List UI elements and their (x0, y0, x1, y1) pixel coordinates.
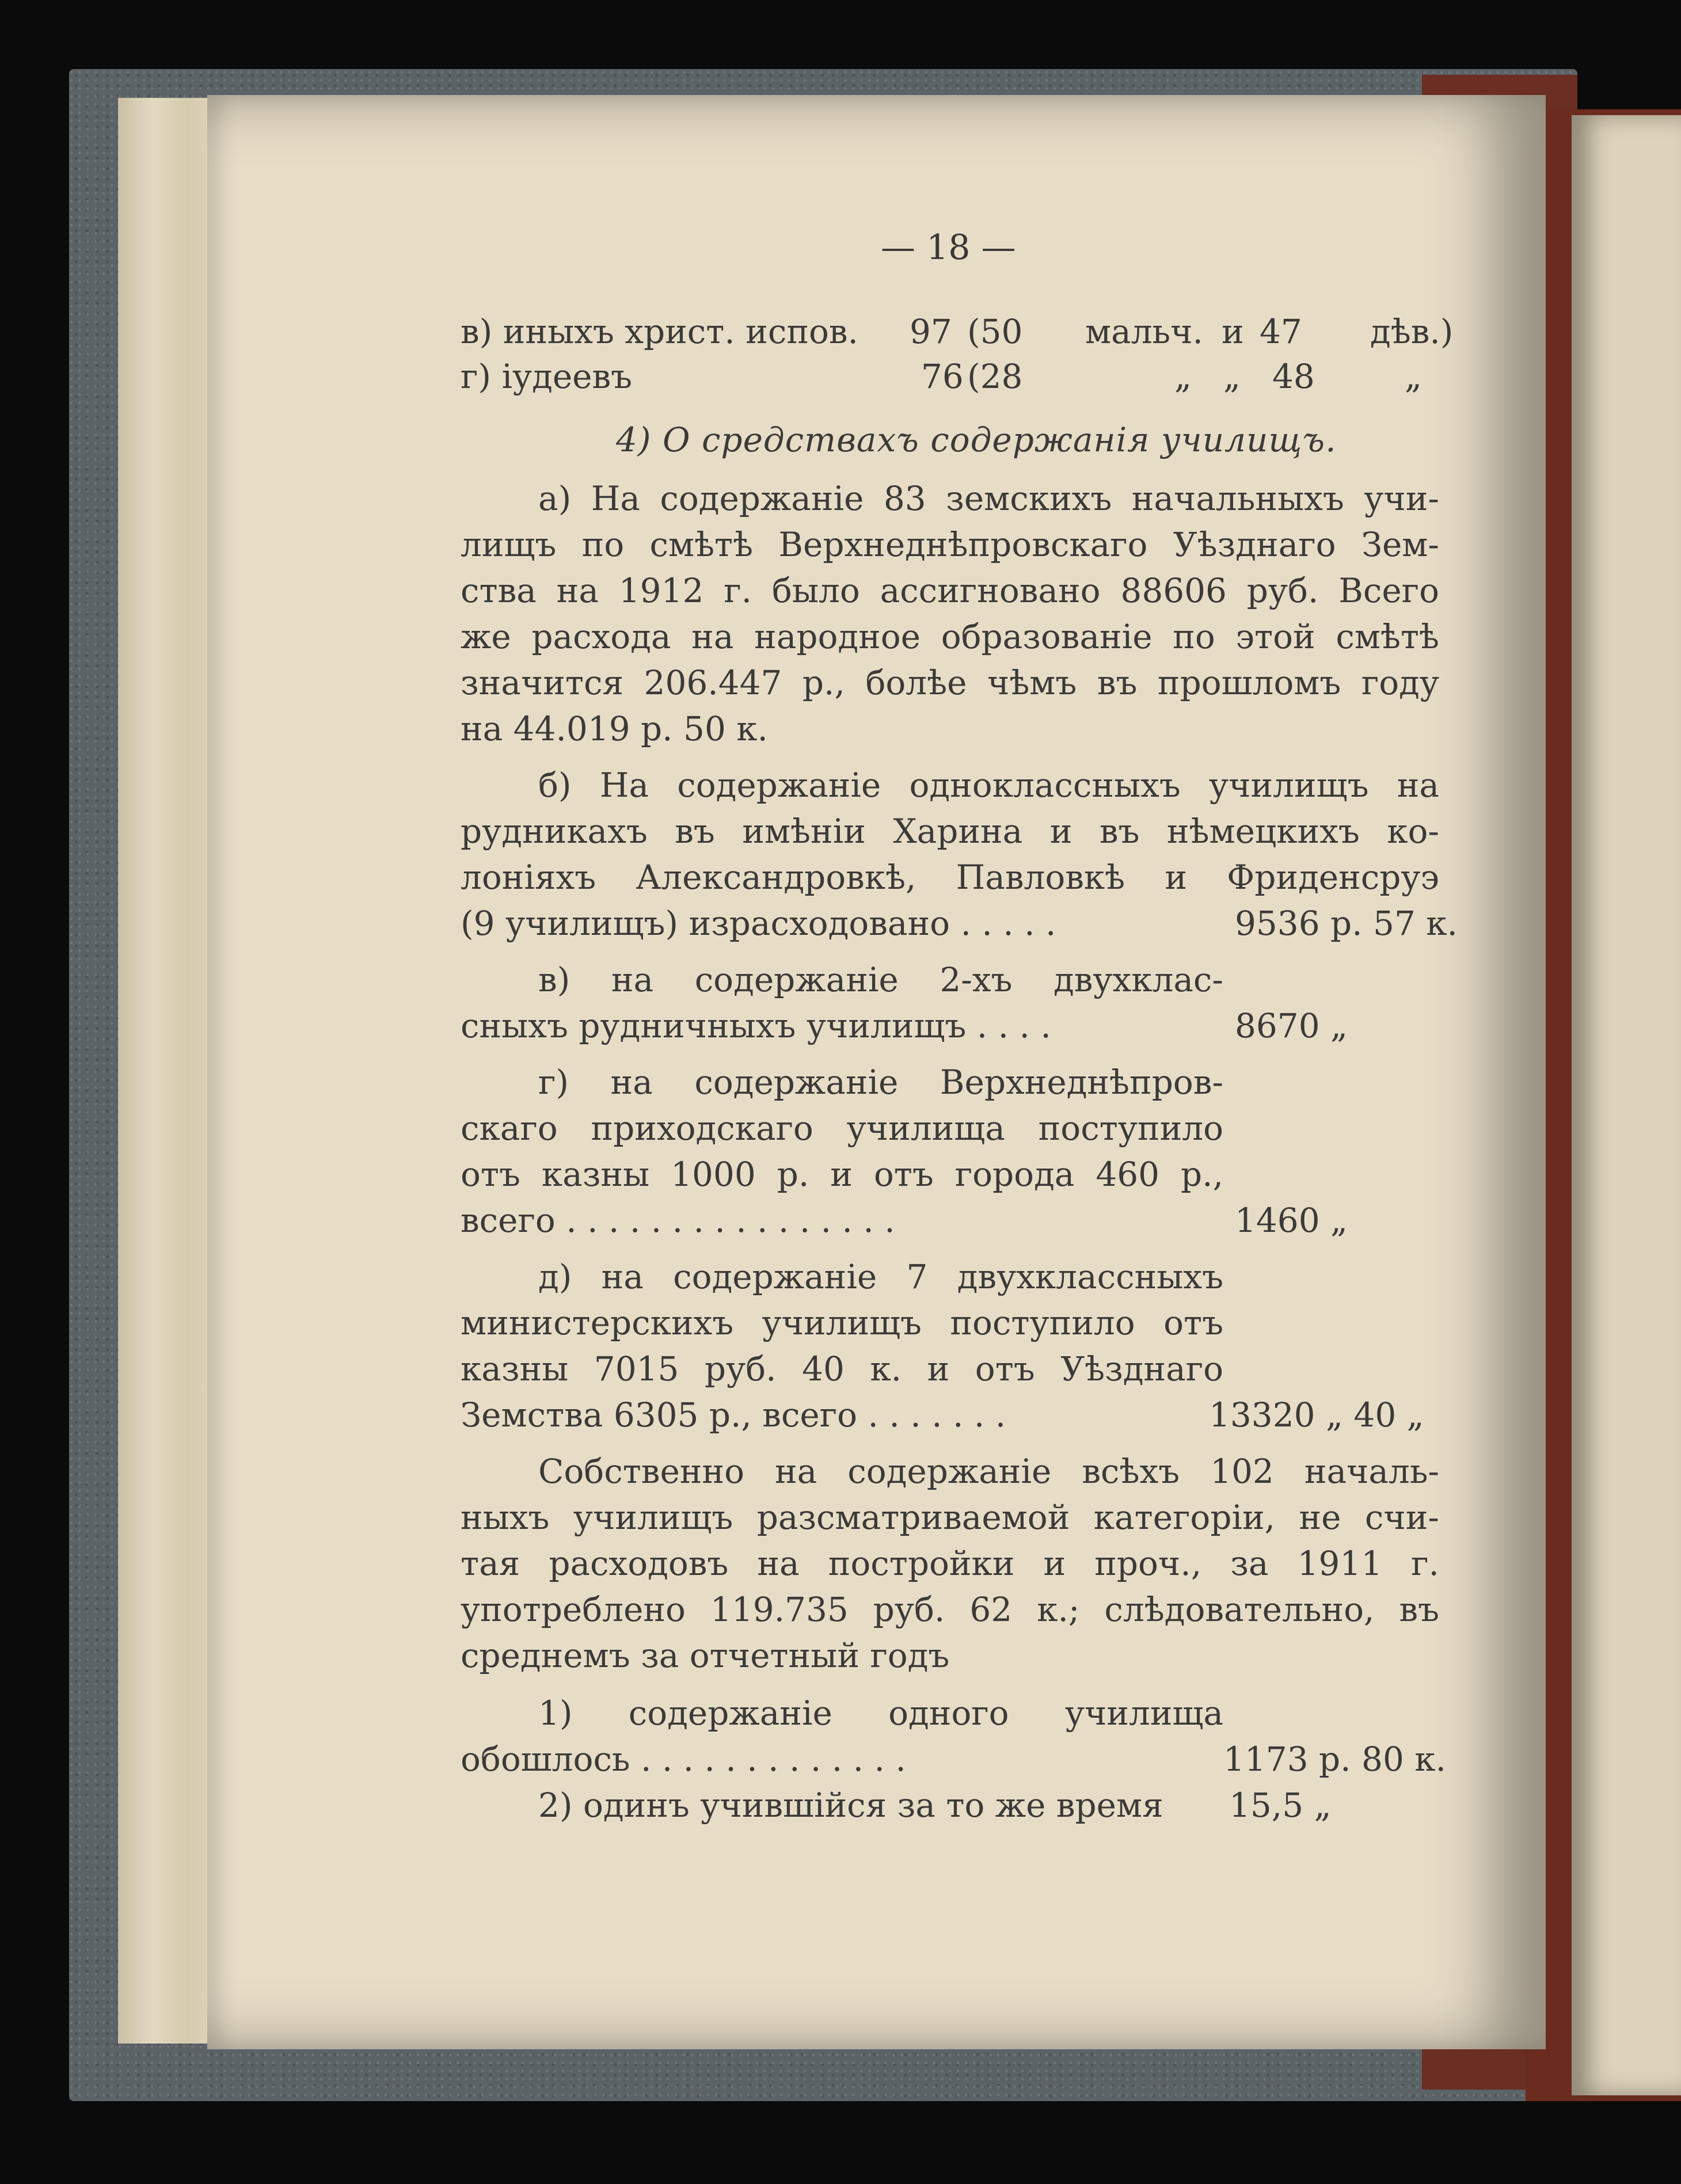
paragraph-line: рудникахъ въ имѣніи Харина и въ нѣмецкихъ ко- (461, 812, 1439, 851)
row-boys-word: мальч. (1085, 312, 1203, 351)
paragraph-line: Собственно на содержаніе всѣхъ 102 началь- (538, 1452, 1439, 1491)
paragraph-line: казны 7015 руб. 40 к. и отъ Уѣзднаго (461, 1349, 1223, 1388)
section-heading: 4) О средствахъ содержанія училищъ. (616, 420, 1337, 459)
paragraph-line: б) На содержаніе одноклассныхъ училищъ на (538, 766, 1439, 805)
amount-line (461, 1388, 1439, 1441)
table-row (461, 350, 1439, 403)
paragraph-line: министерскихъ училищъ поступило отъ (461, 1303, 1223, 1342)
amount-value: 1173 р. 80 к. (1223, 1740, 1446, 1779)
row-boys: (28 (967, 357, 1023, 396)
row-total: 76 (921, 357, 964, 396)
amount-line (461, 1779, 1439, 1832)
amount-label: Земства 6305 р., всего . . . . . . . (461, 1395, 1006, 1435)
amount-value: 9536 р. 57 к. (1235, 904, 1458, 943)
amount-label: обошлось . . . . . . . . . . . . . (461, 1740, 906, 1779)
row-girls: 47 (1260, 312, 1302, 351)
paragraph-line: г) на содержаніе Верхнеднѣпров- (538, 1063, 1223, 1102)
amount-value: 1460 „ (1235, 1201, 1348, 1240)
row-total: 97 (910, 312, 952, 351)
paragraph-line: скаго приходскаго училища поступило (461, 1109, 1223, 1148)
row-label: г) іудеевъ (461, 357, 633, 396)
amount-label: всего . . . . . . . . . . . . . . . . (461, 1201, 895, 1240)
amount-line (461, 1194, 1439, 1247)
row-and: „ (1223, 357, 1241, 396)
paragraph-line: отъ казны 1000 р. и отъ города 460 р., (461, 1155, 1223, 1194)
amount-line (461, 897, 1458, 950)
paragraph-line: тая расходовъ на постройки и проч., за 1911 г. (461, 1544, 1439, 1583)
row-boys: (50 (967, 312, 1023, 351)
row-girls-word: „ (1405, 357, 1423, 396)
paragraph-line: на 44.019 р. 50 к. (461, 709, 768, 748)
paragraph-line: д) на содержаніе 7 двухклассныхъ (538, 1257, 1223, 1296)
page-number: — 18 — (881, 227, 1016, 268)
paragraph-line: среднемъ за отчетный годъ (461, 1636, 950, 1675)
amount-label: сныхъ рудничныхъ училищъ . . . . (461, 1006, 1051, 1045)
paragraph-line: в) на содержаніе 2-хъ двухклас- (538, 960, 1223, 999)
row-and: и (1222, 312, 1244, 351)
amount-label: 2) одинъ учившійся за то же время (538, 1786, 1163, 1825)
amount-line (461, 999, 1439, 1052)
paragraph-line: ныхъ училищъ разсматриваемой категоріи, не счи- (461, 1498, 1439, 1537)
row-girls: 48 (1272, 357, 1315, 396)
paragraph-line: лищъ по смѣтѣ Верхнеднѣпровскаго Уѣзднаго Зем- (461, 525, 1439, 564)
row-girls-word: дѣв.) (1370, 312, 1454, 351)
amount-line (461, 1733, 1446, 1786)
row-boys-word: „ (1174, 357, 1192, 396)
adjacent-page (1572, 115, 1681, 2095)
amount-value: 8670 „ (1235, 1006, 1348, 1045)
amount-value: 15,5 „ (1229, 1786, 1332, 1825)
paragraph-line: значится 206.447 р., болѣе чѣмъ въ прошломъ году (461, 663, 1439, 702)
amount-value: 13320 „ 40 „ (1209, 1395, 1424, 1435)
paragraph-line: лоніяхъ Александровкѣ, Павловкѣ и Фриденсруэ (461, 858, 1439, 897)
paragraph-line: а) На содержаніе 83 земскихъ начальныхъ учи- (538, 479, 1439, 518)
paragraph-line: же расхода на народное образованіе по этой смѣтѣ (461, 617, 1439, 656)
row-label: в) иныхъ христ. испов. (461, 312, 858, 351)
paragraph-line: ства на 1912 г. было ассигновано 88606 руб. Всего (461, 571, 1439, 610)
amount-label: (9 училищъ) израсходовано . . . . . (461, 904, 1056, 943)
paragraph-line: употреблено 119.735 руб. 62 к.; слѣдовательно, въ (461, 1590, 1439, 1629)
summary-line: 1) содержаніе одного училища (538, 1694, 1223, 1733)
